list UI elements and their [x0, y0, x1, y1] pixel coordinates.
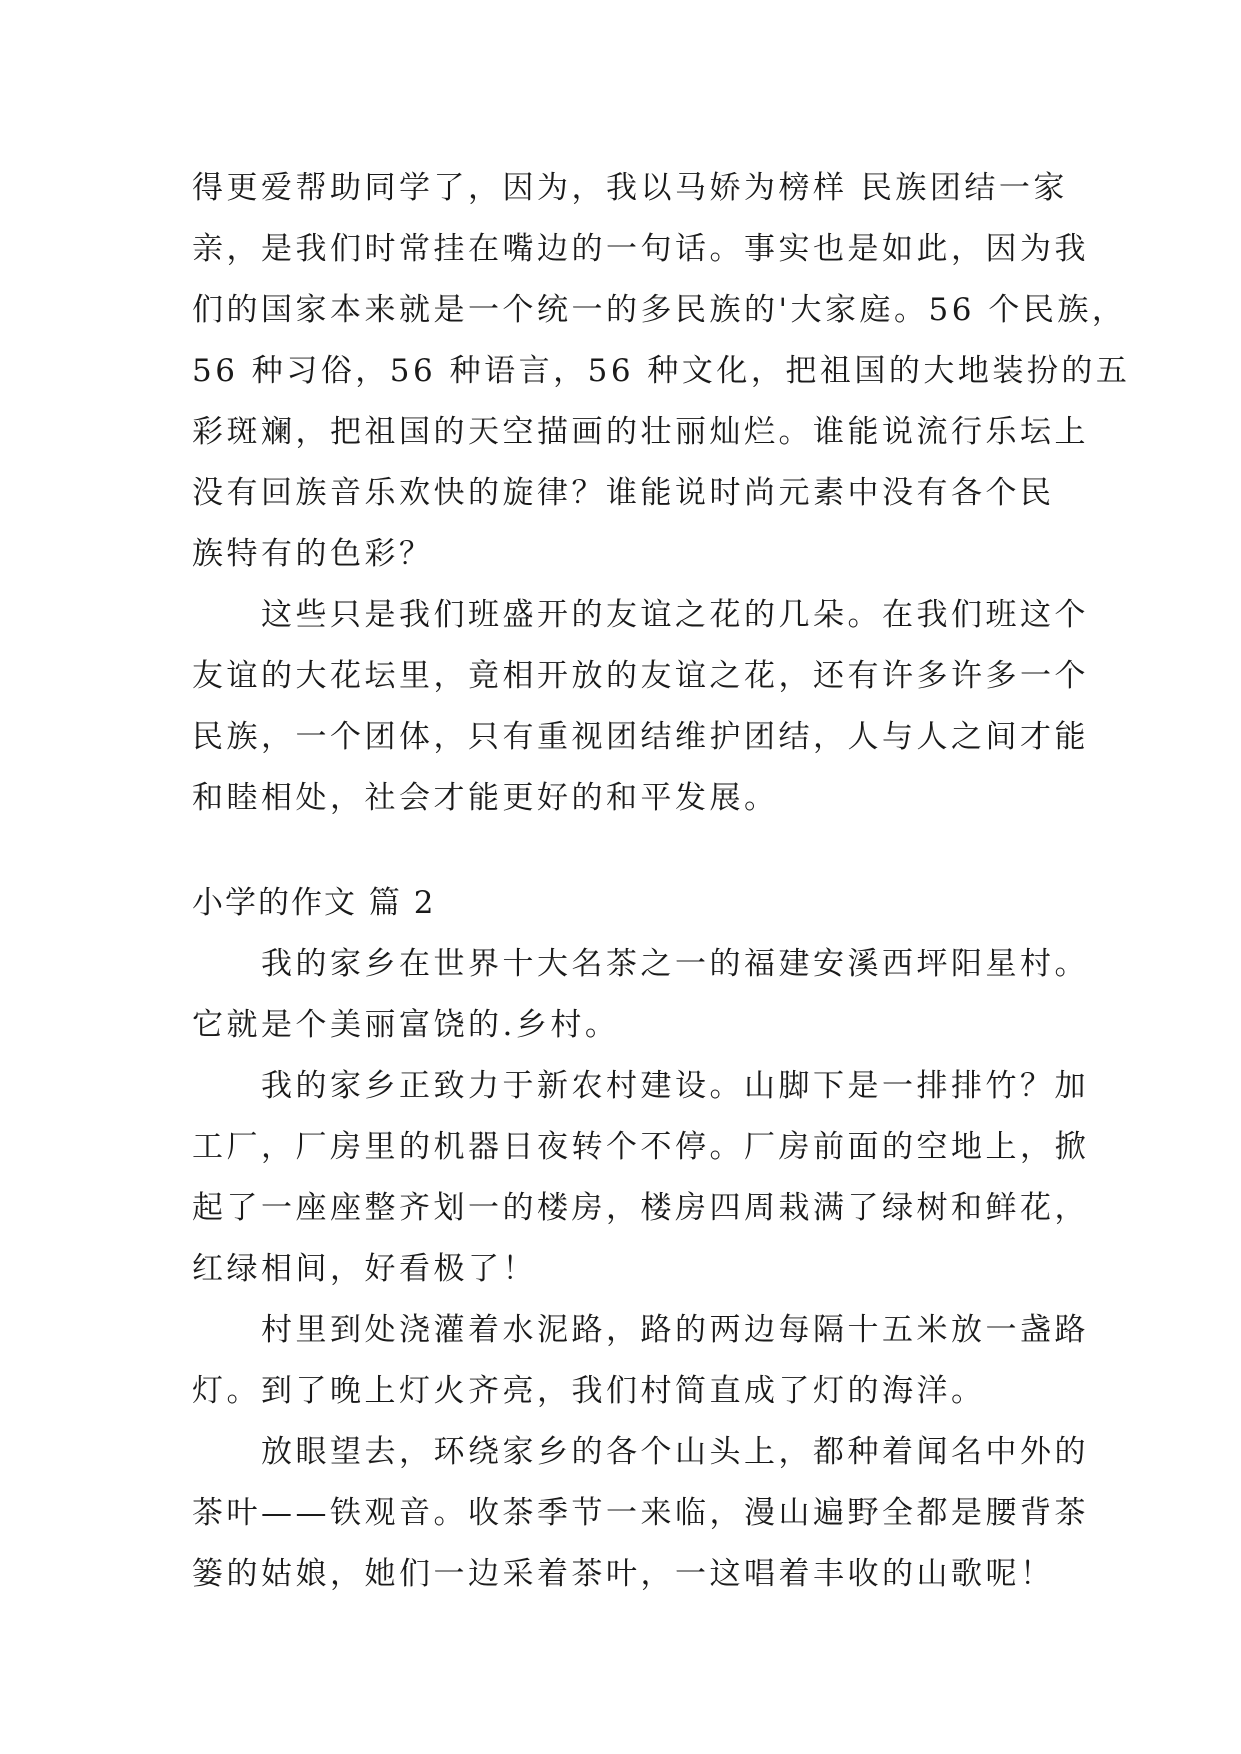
paragraph-line: 亲，是我们时常挂在嘴边的一句话。事实也是如此，因为我: [192, 231, 1089, 267]
paragraph-line: 们的国家本来就是一个统一的多民族的'大家庭。56 个民族，: [192, 292, 1127, 328]
paragraph-line: 和睦相处，社会才能更好的和平发展。: [192, 780, 779, 816]
paragraph-line: 放眼望去，环绕家乡的各个山头上，都种着闻名中外的: [192, 1434, 1089, 1470]
paragraph-line: 民族，一个团体，只有重视团结维护团结，人与人之间才能: [192, 719, 1089, 755]
paragraph-line: 茶叶——铁观音。收茶季节一来临，漫山遍野全都是腰背茶: [192, 1495, 1089, 1531]
paragraph-line: 红绿相间，好看极了！: [192, 1251, 537, 1287]
section-heading: 小学的作文 篇 2: [192, 885, 436, 921]
paragraph-line: 起了一座座整齐划一的楼房，楼房四周栽满了绿树和鲜花，: [192, 1190, 1089, 1226]
paragraph-line: 56 种习俗，56 种语言，56 种文化，把祖国的大地装扮的五: [192, 353, 1131, 389]
paragraph-line: 我的家乡在世界十大名茶之一的福建安溪西坪阳星村。: [192, 946, 1089, 982]
paragraph-line: 友谊的大花坛里，竟相开放的友谊之花，还有许多许多一个: [192, 658, 1089, 694]
paragraph-line: 灯。到了晚上灯火齐亮，我们村简直成了灯的海洋。: [192, 1373, 986, 1409]
paragraph-line: 工厂，厂房里的机器日夜转个不停。厂房前面的空地上，掀: [192, 1129, 1089, 1165]
paragraph-line: 这些只是我们班盛开的友谊之花的几朵。在我们班这个: [192, 597, 1089, 633]
paragraph-line: 彩斑斓，把祖国的天空描画的壮丽灿烂。谁能说流行乐坛上: [192, 414, 1089, 450]
paragraph-line: 得更爱帮助同学了，因为，我以马娇为榜样 民族团结一家: [192, 170, 1068, 206]
paragraph-line: 没有回族音乐欢快的旋律？谁能说时尚元素中没有各个民: [192, 475, 1055, 511]
paragraph-line: 篓的姑娘，她们一边采着茶叶，一这唱着丰收的山歌呢！: [192, 1556, 1055, 1592]
paragraph-line: 它就是个美丽富饶的.乡村。: [192, 1007, 620, 1043]
paragraph-line: 村里到处浇灌着水泥路，路的两边每隔十五米放一盏路: [192, 1312, 1089, 1348]
paragraph-line: 族特有的色彩？: [192, 536, 434, 572]
paragraph-line: 我的家乡正致力于新农村建设。山脚下是一排排竹？加: [192, 1068, 1089, 1104]
